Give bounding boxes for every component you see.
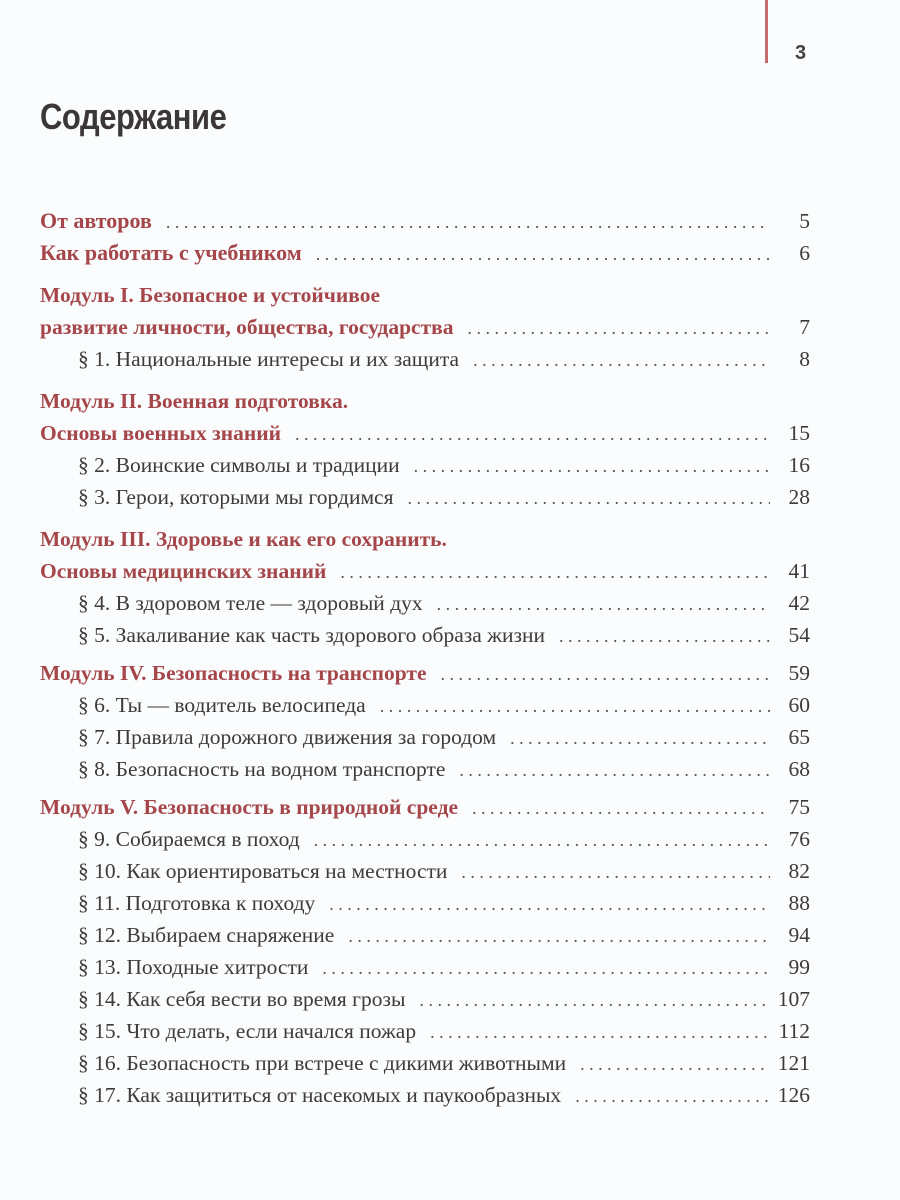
toc-module-4[interactable] bbox=[40, 657, 810, 689]
section-title: § 2. Воинские символы и традиции bbox=[78, 453, 400, 477]
section-title: § 4. В здоровом теле — здоровый дух bbox=[78, 591, 423, 615]
toc-page-number: 82 bbox=[788, 859, 810, 883]
toc-module-5[interactable] bbox=[40, 791, 810, 823]
dot-leader bbox=[414, 450, 770, 482]
section-title: § 5. Закаливание как часть здорового образа жизни bbox=[78, 623, 546, 647]
toc-section[interactable] bbox=[40, 887, 810, 919]
toc-module-3-line1[interactable] bbox=[40, 523, 810, 555]
toc-page-number: 112 bbox=[778, 1019, 810, 1043]
toc-module-1-line1[interactable] bbox=[40, 279, 810, 311]
dot-leader bbox=[437, 588, 770, 620]
toc-section[interactable] bbox=[40, 823, 810, 855]
dot-leader bbox=[316, 238, 770, 270]
toc-page-number: 28 bbox=[788, 485, 810, 509]
dot-leader bbox=[408, 482, 771, 514]
toc-section[interactable] bbox=[40, 587, 810, 619]
dot-leader bbox=[459, 754, 770, 786]
section-title: § 8. Безопасность на водном транспорте bbox=[78, 757, 446, 781]
toc-module-1[interactable] bbox=[40, 311, 810, 343]
section-title: § 7. Правила дорожного движения за городом bbox=[78, 725, 497, 749]
toc-page-number: 8 bbox=[799, 347, 810, 371]
section-title: § 3. Герои, которыми мы гордимся bbox=[78, 485, 394, 509]
toc-section[interactable] bbox=[40, 753, 810, 785]
toc-page-number: 15 bbox=[788, 421, 810, 445]
table-of-contents bbox=[40, 205, 810, 1111]
toc-page-number: 16 bbox=[788, 453, 810, 477]
dot-leader bbox=[575, 1080, 768, 1112]
margin-rule bbox=[765, 0, 768, 63]
toc-page-number: 107 bbox=[777, 987, 810, 1011]
dot-leader bbox=[441, 658, 771, 690]
toc-section[interactable] bbox=[40, 721, 810, 753]
dot-leader bbox=[314, 824, 770, 856]
section-title: § 6. Ты — водитель велосипеда bbox=[78, 693, 366, 717]
toc-item-from-authors[interactable] bbox=[40, 205, 810, 237]
toc-page-number: 94 bbox=[788, 923, 810, 947]
toc-section[interactable] bbox=[40, 1047, 810, 1079]
dot-leader bbox=[473, 344, 770, 376]
toc-section[interactable] bbox=[40, 481, 810, 513]
toc-section[interactable] bbox=[40, 919, 810, 951]
page-title: Содержание bbox=[40, 96, 227, 137]
module-title: Основы медицинских знаний bbox=[40, 559, 327, 583]
toc-page-number: 60 bbox=[788, 693, 810, 717]
section-title: § 16. Безопасность при встрече с дикими животными bbox=[78, 1051, 567, 1075]
toc-page-number: 5 bbox=[799, 209, 810, 233]
toc-page-number: 99 bbox=[788, 955, 810, 979]
dot-leader bbox=[340, 556, 770, 588]
toc-section[interactable] bbox=[40, 689, 810, 721]
toc-page-number: 42 bbox=[788, 591, 810, 615]
toc-page-number: 41 bbox=[788, 559, 810, 583]
dot-leader bbox=[430, 1016, 768, 1048]
section-title: § 15. Что делать, если начался пожар bbox=[78, 1019, 417, 1043]
dot-leader bbox=[295, 418, 770, 450]
toc-section[interactable] bbox=[40, 343, 810, 375]
toc-page-number: 65 bbox=[788, 725, 810, 749]
dot-leader bbox=[461, 856, 770, 888]
toc-section[interactable] bbox=[40, 983, 810, 1015]
toc-item-label: Как работать с учебником bbox=[40, 240, 302, 265]
toc-section[interactable] bbox=[40, 951, 810, 983]
toc-page-number: 76 bbox=[788, 827, 810, 851]
section-title: § 11. Подготовка к походу bbox=[78, 891, 316, 915]
section-title: § 9. Собираемся в поход bbox=[78, 827, 300, 851]
section-title: § 1. Национальные интересы и их защита bbox=[78, 347, 460, 371]
toc-module-3[interactable] bbox=[40, 555, 810, 587]
dot-leader bbox=[510, 722, 770, 754]
section-title: § 17. Как защититься от насекомых и паукообразных bbox=[78, 1083, 562, 1107]
toc-page-number: 121 bbox=[777, 1051, 810, 1075]
section-title: § 14. Как себя вести во время грозы bbox=[78, 987, 406, 1011]
page-number: 3 bbox=[795, 42, 807, 64]
dot-leader bbox=[559, 620, 770, 652]
module-title: Модуль II. Военная подготовка. bbox=[40, 389, 349, 413]
toc-section[interactable] bbox=[40, 1079, 810, 1111]
dot-leader bbox=[472, 792, 770, 824]
toc-section[interactable] bbox=[40, 1015, 810, 1047]
dot-leader bbox=[419, 984, 767, 1016]
toc-page-number: 6 bbox=[799, 241, 810, 265]
dot-leader bbox=[380, 690, 770, 722]
module-title: Модуль V. Безопасность в природной среде bbox=[40, 795, 458, 819]
toc-section[interactable] bbox=[40, 619, 810, 651]
toc-page-number: 59 bbox=[788, 661, 810, 685]
toc-module-2[interactable] bbox=[40, 417, 810, 449]
dot-leader bbox=[322, 952, 770, 984]
dot-leader bbox=[166, 206, 770, 238]
module-title: Модуль III. Здоровье и как его сохранить. bbox=[40, 527, 447, 551]
module-title: Модуль IV. Безопасность на транспорте bbox=[40, 661, 427, 685]
section-title: § 12. Выбираем снаряжение bbox=[78, 923, 335, 947]
module-title: Модуль I. Безопасное и устойчивое bbox=[40, 283, 380, 307]
toc-section[interactable] bbox=[40, 449, 810, 481]
toc-page-number: 126 bbox=[777, 1083, 810, 1107]
dot-leader bbox=[468, 312, 770, 344]
toc-page-number: 54 bbox=[788, 623, 810, 647]
dot-leader bbox=[580, 1048, 768, 1080]
section-title: § 13. Походные хитрости bbox=[78, 955, 309, 979]
toc-page-number: 7 bbox=[799, 315, 810, 339]
dot-leader bbox=[348, 920, 770, 952]
toc-page-number: 68 bbox=[788, 757, 810, 781]
module-title: развитие личности, общества, государства bbox=[40, 315, 454, 339]
toc-page-number: 88 bbox=[788, 891, 810, 915]
toc-section[interactable] bbox=[40, 855, 810, 887]
module-title: Основы военных знаний bbox=[40, 421, 282, 445]
section-title: § 10. Как ориентироваться на местности bbox=[78, 859, 448, 883]
dot-leader bbox=[329, 888, 770, 920]
toc-page-number: 75 bbox=[788, 795, 810, 819]
toc-item-how-to-use[interactable] bbox=[40, 237, 810, 269]
toc-item-label: От авторов bbox=[40, 208, 152, 233]
toc-module-2-line1[interactable] bbox=[40, 385, 810, 417]
